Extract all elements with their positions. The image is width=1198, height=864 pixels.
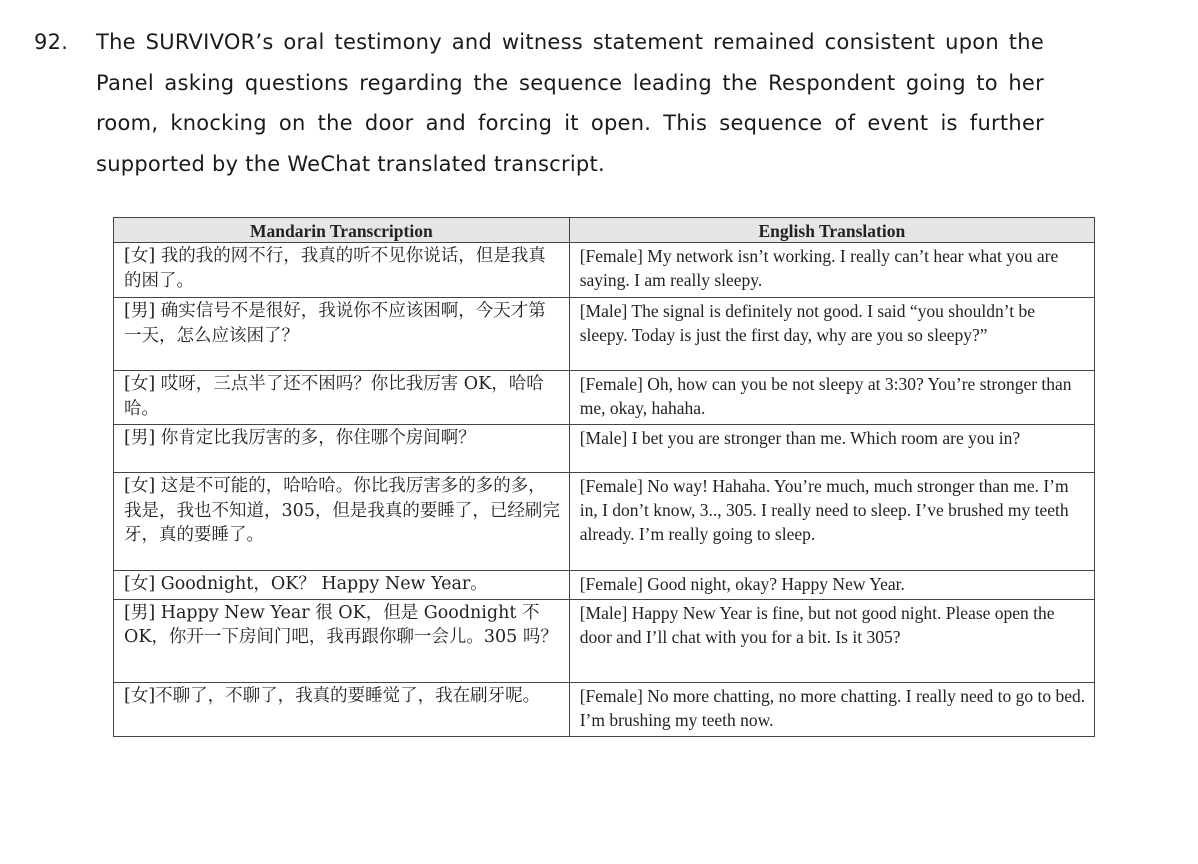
table-row (114, 571, 1095, 600)
english-cell: [Female] No more chatting, no more chatting. I really need to go to bed. I’m brushing my teeth now. (569, 682, 1094, 736)
table-row (114, 473, 1095, 571)
table-row (114, 371, 1095, 425)
english-cell: [Male] I bet you are stronger than me. Which room are you in? (569, 425, 1094, 473)
english-cell: [Male] Happy New Year is fine, but not good night. Please open the door and I’ll chat with you for a bit. Is it 305? (569, 599, 1094, 682)
paragraph-92 (34, 22, 1044, 184)
mandarin-cell: [男] 确实信号不是很好，我说你不应该困啊，今天才第一天，怎么应该困了？ (114, 298, 570, 371)
table-header-row (114, 218, 1095, 243)
mandarin-cell: [女] 哎呀，三点半了还不困吗？你比我厉害 OK，哈哈哈。 (114, 371, 570, 425)
english-cell: [Female] Oh, how can you be not sleepy at 3:30? You’re stronger than me, okay, hahaha. (569, 371, 1094, 425)
table-row (114, 599, 1095, 682)
mandarin-cell: [女] 我的我的网不行，我真的听不见你说话，但是我真的困了。 (114, 243, 570, 298)
english-cell: [Female] Good night, okay? Happy New Year. (569, 571, 1094, 600)
mandarin-cell: [男] 你肯定比我厉害的多，你住哪个房间啊？ (114, 425, 570, 473)
header-english: English Translation (569, 218, 1094, 243)
transcript-table (113, 217, 1095, 737)
mandarin-cell: [男] Happy New Year 很 OK，但是 Goodnight 不 OK，你开一下房间门吧，我再跟你聊一会儿。305 吗？ (114, 599, 570, 682)
table-row (114, 298, 1095, 371)
english-cell: [Female] My network isn’t working. I really can’t hear what you are saying. I am really sleepy. (569, 243, 1094, 298)
english-cell: [Female] No way! Hahaha. You’re much, much stronger than me. I’m in, I don’t know, 3.., 305. I really need to sleep. I’ve brushed my teeth already. I’m really going to sleep. (569, 473, 1094, 571)
header-mandarin: Mandarin Transcription (114, 218, 570, 243)
paragraph-text: The SURVIVOR’s oral testimony and witness statement remained consistent upon the Panel asking questions regarding the sequence leading the Respondent going to her room, knocking on the door and forcing it open. This sequence of event is further supported by the WeChat translated transcript. (96, 30, 1044, 176)
table-row (114, 682, 1095, 736)
english-cell: [Male] The signal is definitely not good. I said “you shouldn’t be sleepy. Today is just the first day, why are you so sleepy?” (569, 298, 1094, 371)
table-row (114, 425, 1095, 473)
table-row (114, 243, 1095, 298)
mandarin-cell: [女] 这是不可能的，哈哈哈。你比我厉害多的多的多，我是，我也不知道，305，但是我真的要睡了，已经刷完牙，真的要睡了。 (114, 473, 570, 571)
paragraph-number: 92. (34, 30, 69, 54)
mandarin-cell: [女] Goodnight，OK？ Happy New Year。 (114, 571, 570, 600)
mandarin-cell: [女]不聊了，不聊了，我真的要睡觉了，我在刷牙呢。 (114, 682, 570, 736)
